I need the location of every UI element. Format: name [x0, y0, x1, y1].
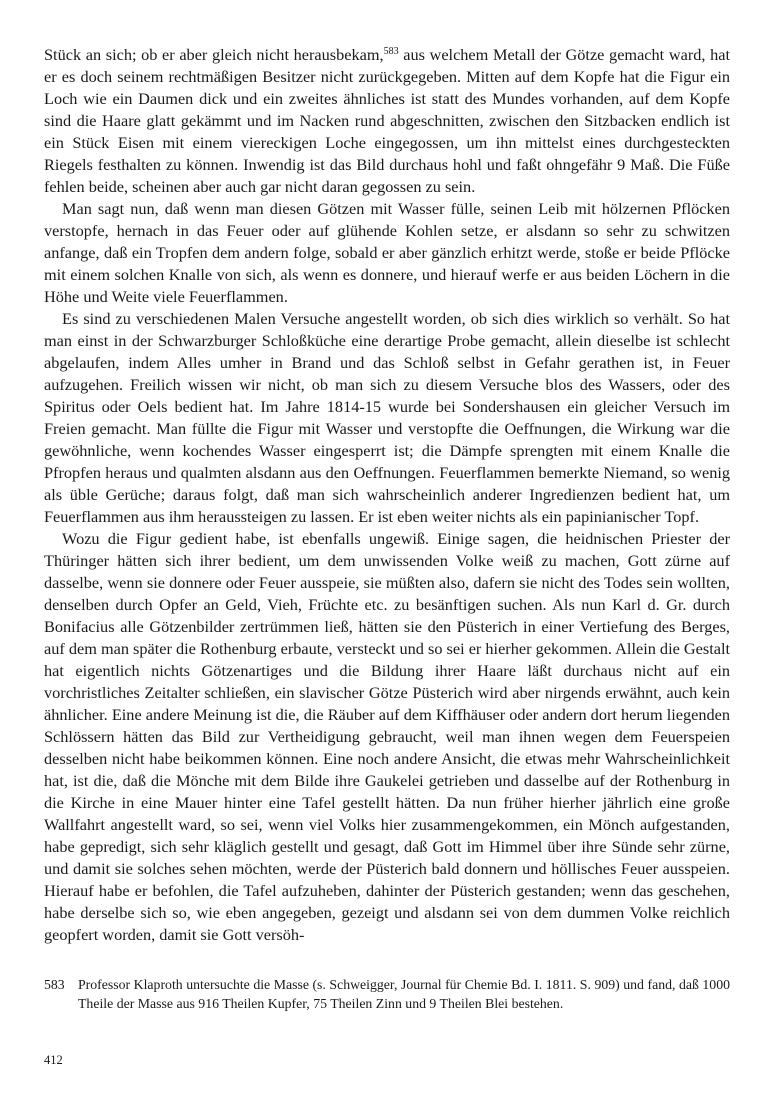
paragraph-4: Wozu die Figur gedient habe, ist ebenfalls ungewiß. Einige sagen, die heidnischen Priester der Thüringer hätten sich ihrer bedient, um dem unwissenden Volke weiß zu machen, Gott zürne auf dasselbe, wenn sie donnere oder Feuer ausspeie, sie müßten also, dafern sie nicht des Todes sein wollten, denselben durch Opfer an Geld, Vieh, Früchte etc. zu besänftigen suchen. Als nun Karl d. Gr. durch Bonifacius alle Götzenbilder zertrümmen ließ, hätten sie den Püsterich in einer Vertiefung des Berges, auf dem man später die Rothenburg erbaute, versteckt und so sei er hierher gekommen. Allein die Gestalt hat eigentlich nichts Götzenartiges und die Bildung ihrer Haare läßt durchaus nicht auf ein vorchristliches Zeitalter schließen, ein slavischer Götze Püsterich wird aber nirgends erwähnt, auch kein ähnlicher. Eine andere Meinung ist die, die Räuber auf dem Kiffhäuser oder andern dort herum liegenden Schlössern hätten das Bild zur Vertheidigung gebraucht, weil man ihnen wegen dem Feuerspeien desselben nicht habe beikommen können. Eine noch andere Ansicht, die etwas mehr Wahrscheinlichkeit hat, ist die, daß die Mönche mit dem Bilde ihre Gaukelei getrieben und dasselbe auf der Rothenburg in die Kirche in eine Mauer hinter eine Tafel gestellt hätten. Da nun früher hierher jährlich eine große Wallfahrt angestellt ward, so sei, wenn viel Volks hier zusammengekommen, ein Mönch aufgestanden, habe gepredigt, sich sehr kläglich gestellt und gesagt, daß Gott im Himmel über ihre Sünde sehr zürne, und damit sie solches sehen möchten, werde der Püsterich bald donnern und höllisches Feuer ausspeien. Hierauf habe er befohlen, die Tafel aufzuheben, dahinter der Püsterich gestanden; wenn das geschehen, habe derselbe sich so, wie eben angegeben, gezeigt und alsdann sei von dem dummen Volke reichlich geopfert worden, damit sie Gott versöh-: [44, 529, 731, 944]
paragraph-3: Es sind zu verschiedenen Malen Versuche angestellt worden, ob sich dies wirklich so verhält. So hat man einst in der Schwarzburger Schloßküche eine derartige Probe gemacht, allein dieselbe ist schlecht abgelaufen, indem Alles umher in Brand und das Schloß selbst in Gefahr gerathen ist, in Feuer aufzugehen. Freilich wissen wir nicht, ob man sich zu diesem Versuche blos des Wassers, oder des Spiritus oder Oels bedient hat. Im Jahre 1814-15 wurde bei Sondershausen ein gleicher Versuch im Freien gemacht. Man füllte die Figur mit Wasser und verstopfte die Oeffnungen, die Wirkung war die gewöhnliche, wenn kochendes Wasser eingesperrt ist; die Dämpfe sprengten mit einem Knalle die Pfropfen heraus und qualmten alsdann aus den Oeffnungen. Feuerflammen bemerkte Niemand, so wenig als üble Gerüche; daraus folgt, daß man sich wahrscheinlich anderer Ingredienzen bedient hat, um Feuerflammen aus ihm heraussteigen zu lassen. Er ist eben weiter nichts als ein papinianischer Topf.: [44, 309, 730, 526]
paragraph-1-start: Stück an sich; ob er aber gleich nicht herausbekam,: [44, 45, 384, 64]
paragraph-1-rest: aus welchem Metall der Götze gemacht ward, hat er es doch seinem rechtmäßigen Besitzer nicht zurückgegeben. Mitten auf dem Kopfe hat die Figur ein Loch wie ein Daumen dick und ein zweites ähnliches ist statt des Mundes vorhanden, auf dem Kopfe sind die Haare glatt gekämmt und im Nacken rund abgeschnitten, zwischen den Sitzbacken endlich ist ein Stück Eisen mit einem viereckigen Loche eingegossen, um ihn mittelst eines durchgesteckten Riegels festhalten zu können. Inwendig ist das Bild durchaus hohl und faßt ohngefähr 9 Maß. Die Füße fehlen beide, scheinen aber auch gar nicht daran gegossen zu sein.: [44, 45, 730, 196]
footnote-reference[interactable]: 583: [383, 46, 399, 57]
paragraph-1: [44, 44, 730, 198]
page-number: 412: [44, 1053, 63, 1067]
footnote-number: 583: [44, 977, 65, 992]
paragraph-2: Man sagt nun, daß wenn man diesen Götzen mit Wasser fülle, seinen Leib mit hölzernen Pflöcken verstopfe, hernach in das Feuer oder auf glühende Kohlen setze, er alsdann so sehr zu schwitzen anfange, daß ein Tropfen dem andern folge, sobald er aber gänzlich erhitzt werde, stoße er beide Pflöcke mit einem solchen Knalle von sich, als wenn es donnere, und hierauf werfe er aus beiden Löchern in die Höhe und Weite viele Feuerflammen.: [44, 199, 730, 306]
footnote: [44, 975, 730, 1013]
footnote-text: Professor Klaproth untersuchte die Masse (s. Schweigger, Journal für Chemie Bd. I. 1811. S. 909) und fand, daß 1000 Theile der Masse aus 916 Theilen Kupfer, 75 Theilen Zinn und 9 Theilen Blei bestehen.: [78, 977, 730, 1011]
main-text: [44, 44, 730, 946]
